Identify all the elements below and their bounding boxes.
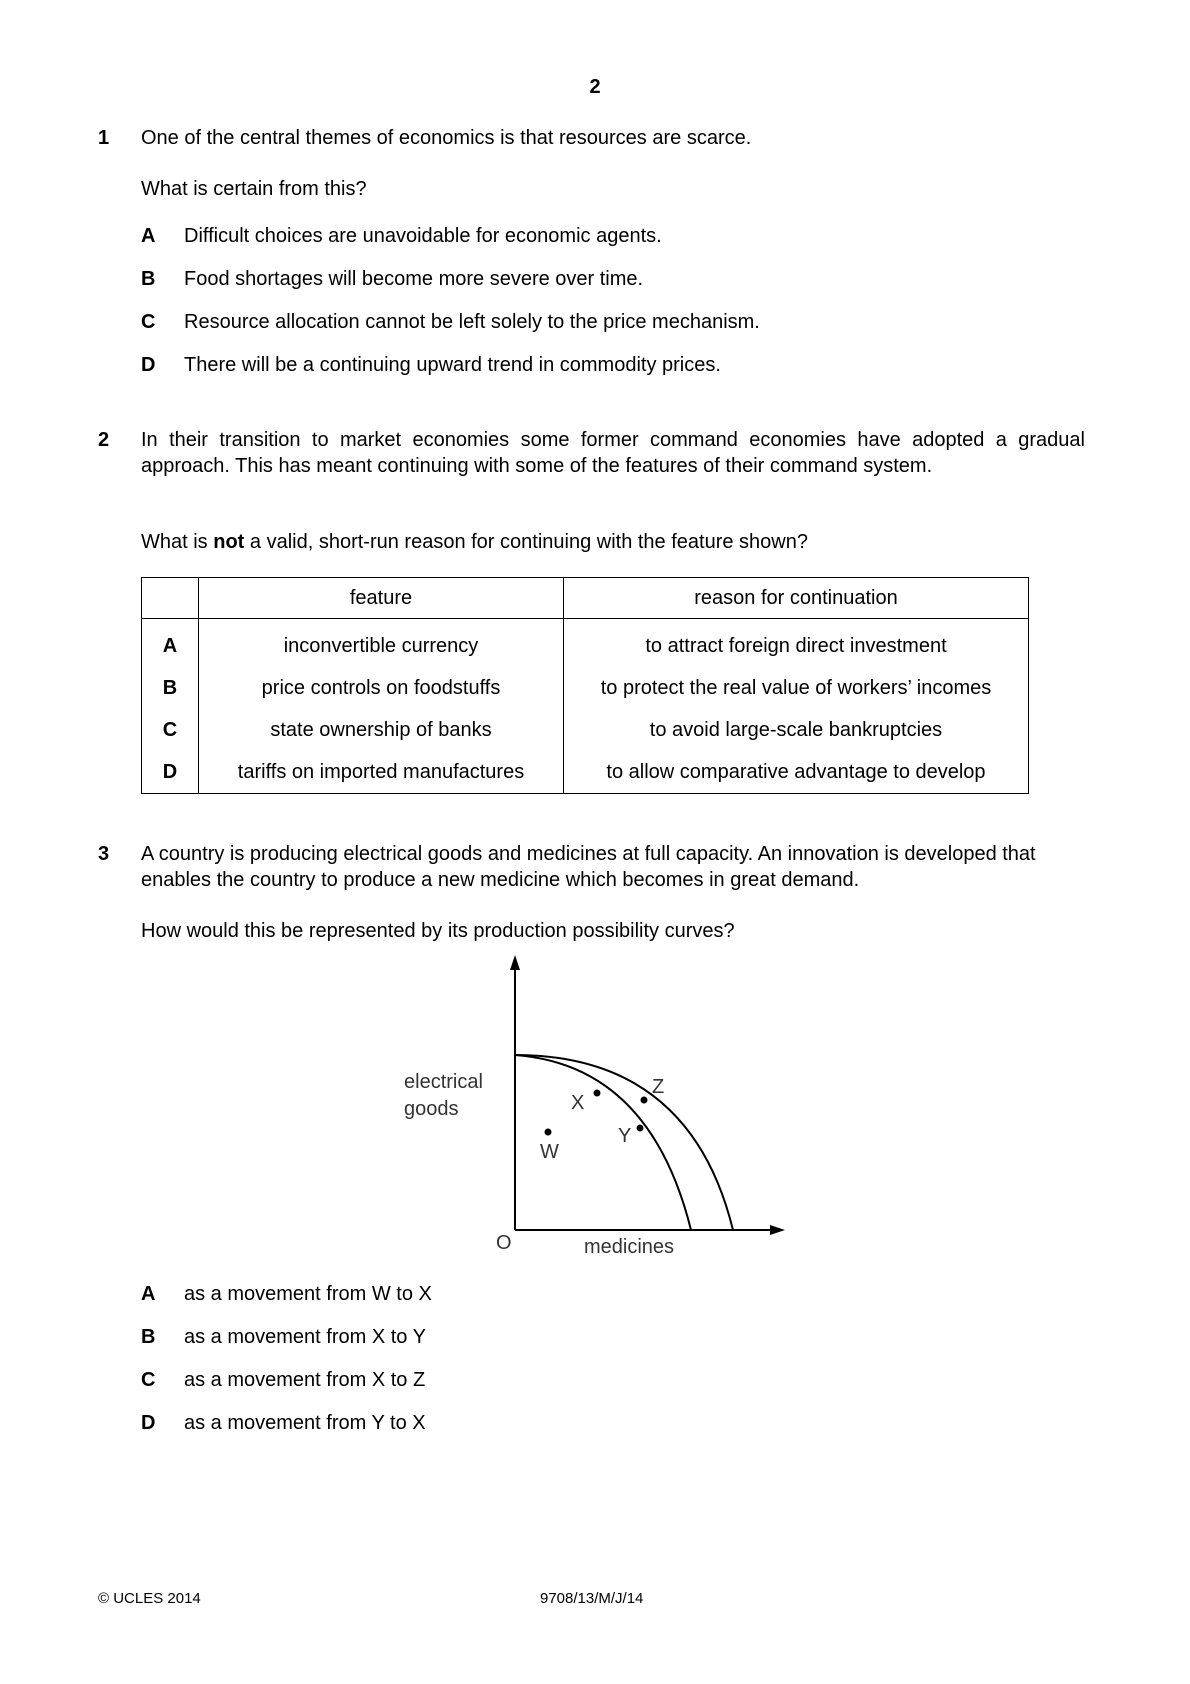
question-2-table [141,577,1029,794]
row-feature: state ownership of banks [199,709,564,751]
row-letter: C [142,709,199,751]
q3-option-text: as a movement from W to X [184,1283,432,1305]
y-axis-label: electrical [404,1071,483,1093]
table-row [142,667,1029,709]
q2-prompt-emphasis: not [213,531,245,553]
table-header-feature: feature [199,578,564,619]
label-w: W [540,1141,559,1163]
y-axis-label: goods [404,1098,459,1120]
label-y: Y [618,1125,632,1147]
table-header-blank [142,578,199,619]
q3-option-letter: B [141,1326,156,1348]
row-feature: price controls on foodstuffs [199,667,564,709]
q1-option-letter: D [141,354,156,376]
question-2-stem: In their transition to market economies some former command economies have adopted a gradual approach. This has meant continuing with some of the features of their command system. [141,429,1085,477]
q3-option-text: as a movement from X to Y [184,1326,426,1348]
row-feature: tariffs on imported manufactures [199,751,564,794]
x-axis-label: medicines [584,1236,675,1255]
footer-copyright: © UCLES 2014 [98,1590,201,1607]
table-header-reason: reason for continuation [564,578,1029,619]
point-x [594,1090,601,1097]
row-feature: inconvertible currency [199,619,564,668]
y-axis-arrow [510,955,520,970]
label-z: Z [652,1076,665,1098]
question-3-prompt: How would this be represented by its production possibility curves? [141,920,735,942]
table-row [142,751,1029,794]
point-z [641,1097,648,1104]
row-letter: A [142,619,199,668]
q2-prompt-part: What is [141,531,214,553]
footer-paper-code: 9708/13/M/J/14 [540,1590,644,1607]
question-2-number: 2 [98,429,110,451]
q1-option-text: Food shortages will become more severe over time. [184,268,644,290]
row-reason: to allow comparative advantage to develop [564,751,1029,794]
q3-option-text: as a movement from Y to X [184,1412,426,1434]
row-reason: to avoid large-scale bankruptcies [564,709,1029,751]
q3-option-text: as a movement from X to Z [184,1369,426,1391]
question-1-stem: One of the central themes of economics is that resources are scarce. [141,127,752,149]
q1-option-letter: B [141,268,156,290]
q1-option-text: There will be a continuing upward trend in commodity prices. [184,354,721,376]
point-w [545,1129,552,1136]
q1-option-letter: A [141,225,156,247]
q2-prompt-part: a valid, short-run reason for continuing with the feature shown? [244,531,808,553]
question-2-prompt [141,529,1085,555]
x-axis-arrow [770,1225,785,1235]
origin-label: O [496,1232,512,1254]
question-1-prompt: What is certain from this? [141,178,367,200]
question-3-stem: A country is producing electrical goods and medicines at full capacity. An innovation is developed that enables the country to produce a new medicine which becomes in great demand. [141,843,1036,891]
row-reason: to protect the real value of workers’ incomes [564,667,1029,709]
ppc-diagram [380,955,800,1255]
q3-option-letter: C [141,1369,156,1391]
q1-option-text: Resource allocation cannot be left solely to the price mechanism. [184,311,760,333]
point-y [637,1125,644,1132]
page-number: 2 [589,76,601,98]
q1-option-letter: C [141,311,156,333]
q3-option-letter: D [141,1412,156,1434]
row-reason: to attract foreign direct investment [564,619,1029,668]
row-letter: B [142,667,199,709]
question-1-number: 1 [98,127,110,149]
q3-option-letter: A [141,1283,156,1305]
row-letter: D [142,751,199,794]
table-row [142,619,1029,668]
q1-option-text: Difficult choices are unavoidable for economic agents. [184,225,662,247]
question-3-number: 3 [98,843,110,865]
label-x: X [571,1092,585,1114]
table-row [142,709,1029,751]
